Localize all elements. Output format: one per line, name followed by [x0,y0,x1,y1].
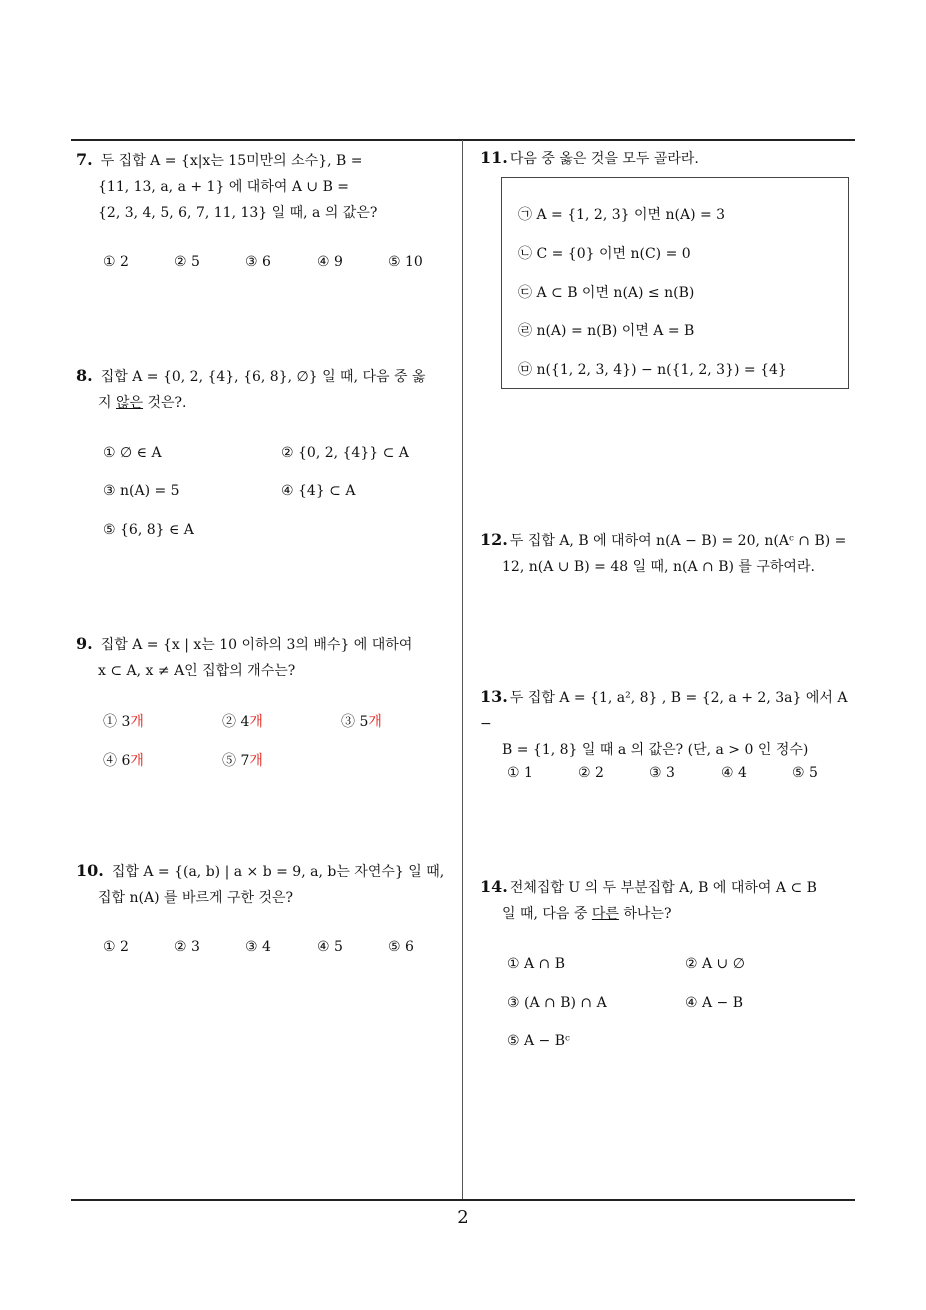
question-text: 지 [98,395,116,411]
statement-item: ㉡ C = {0} 이면 n(C) = 0 [518,246,691,262]
question-text-line: {11, 13, a, a + 1} 에 대하여 A ∪ B = [98,179,350,195]
question-number: 14. [480,877,508,896]
question-text-line: 집합 n(A) 를 바르게 구한 것은? [98,890,294,906]
question-text: 일 때, 다음 중 [502,906,592,922]
choice-1[interactable]: ① 2 [103,939,129,955]
choice-3[interactable]: ③ 4 [245,939,271,955]
question-text-line: 두 집합 A = {1, a², 8} , B = {2, a + 2, 3a} 에서 A − [480,690,848,732]
underlined-keyword: 다른 [591,906,619,922]
question-text-line: {2, 3, 4, 5, 6, 7, 11, 13} 일 때, a 의 값은? [98,205,378,221]
choice-2[interactable]: ② A ∪ ∅ [685,956,745,972]
choice-3[interactable]: ③ 6 [245,254,271,270]
choice-5[interactable]: ⑤ 6 [388,939,414,955]
choice-5[interactable]: ⑤ 5 [792,765,818,781]
choice-5[interactable]: ⑤ 7개 [222,753,263,769]
question-text: 것은?. [143,395,187,411]
choice-5[interactable]: ⑤ A − Bᶜ [507,1033,570,1049]
choice-4[interactable]: ④ 9 [317,254,343,270]
question-text: 하나는? [618,906,672,922]
choice-1[interactable]: ① 3개 [103,714,144,730]
column-divider [462,140,463,1200]
underlined-keyword: 않은 [115,395,144,411]
question-text-line: x ⊂ A, x ≠ A인 집합의 개수는? [98,663,296,679]
choice-2[interactable]: ② {0, 2, {4}} ⊂ A [281,445,409,461]
question-10 [76,858,456,911]
choice-4[interactable]: ④ 4 [721,765,747,781]
statement-item: ㉠ A = {1, 2, 3} 이면 n(A) = 3 [518,207,726,223]
choice-1[interactable]: ① A ∩ B [507,956,566,972]
unit-label: 개 [130,714,144,730]
question-8 [76,363,456,416]
question-12 [480,527,860,580]
choice-2[interactable]: ② 5 [174,254,200,270]
top-rule [71,139,855,141]
choice-1[interactable]: ① ∅ ∈ A [103,445,162,461]
choice-4[interactable]: ④ {4} ⊂ A [281,483,356,499]
question-number: 9. [76,634,93,653]
question-text-line: 두 집합 A = {x|x는 15미만의 소수}, B = [100,153,363,169]
choice-2[interactable]: ② 3 [174,939,200,955]
page-number: 2 [457,1207,469,1228]
question-14 [480,874,860,927]
statement-item: ㉢ A ⊂ B 이면 n(A) ≤ n(B) [518,285,695,301]
question-number: 7. [76,150,93,169]
choice-3[interactable]: ③ (A ∩ B) ∩ A [507,995,607,1011]
question-number: 11. [480,148,508,167]
question-13 [480,684,860,763]
choice-4[interactable]: ④ A − B [685,995,744,1011]
question-number: 10. [76,861,104,880]
question-number: 8. [76,366,93,385]
question-text-line: B = {1, 8} 일 때 a 의 값은? (단, a > 0 인 정수) [502,742,809,758]
choice-4[interactable]: ④ 6개 [103,753,144,769]
statement-item: ㉣ n(A) = n(B) 이면 A = B [518,323,695,339]
choice-2[interactable]: ② 4개 [222,714,263,730]
question-7 [76,147,456,226]
question-text-line: 12, n(A ∪ B) = 48 일 때, n(A ∩ B) 를 구하여라. [502,559,815,575]
question-text-line: 집합 A = {x | x는 10 이하의 3의 배수} 에 대하여 [100,637,413,653]
choice-1[interactable]: ① 1 [507,765,533,781]
question-number: 13. [480,687,508,706]
question-text-line: 집합 A = {(a, b) | a × b = 9, a, b는 자연수} 일 때, [111,864,445,880]
question-11 [480,145,855,172]
choice-5[interactable]: ⑤ {6, 8} ∈ A [103,522,194,538]
statement-item: ㉤ n({1, 2, 3, 4}) − n({1, 2, 3}) = {4} [518,362,787,378]
question-9 [76,631,456,684]
choice-3[interactable]: ③ 3 [649,765,675,781]
choice-5[interactable]: ⑤ 10 [388,254,423,270]
unit-label: 개 [249,753,263,769]
question-number: 12. [480,530,508,549]
choice-1[interactable]: ① 2 [103,254,129,270]
choice-3[interactable]: ③ n(A) = 5 [103,483,180,499]
question-text-line: 다음 중 옳은 것을 모두 골라라. [509,151,699,167]
statement-box [501,177,849,389]
question-text-line: 두 집합 A, B 에 대하여 n(A − B) = 20, n(Aᶜ ∩ B) = [509,533,847,549]
choice-3[interactable]: ③ 5개 [341,714,382,730]
question-text-line: 전체집합 U 의 두 부분집합 A, B 에 대하여 A ⊂ B [509,880,817,896]
unit-label: 개 [130,753,144,769]
question-text-line: 집합 A = {0, 2, {4}, {6, 8}, ∅} 일 때, 다음 중 옳 [100,369,426,385]
unit-label: 개 [368,714,382,730]
choice-4[interactable]: ④ 5 [317,939,343,955]
unit-label: 개 [249,714,263,730]
choice-2[interactable]: ② 2 [578,765,604,781]
bottom-rule [71,1199,855,1201]
